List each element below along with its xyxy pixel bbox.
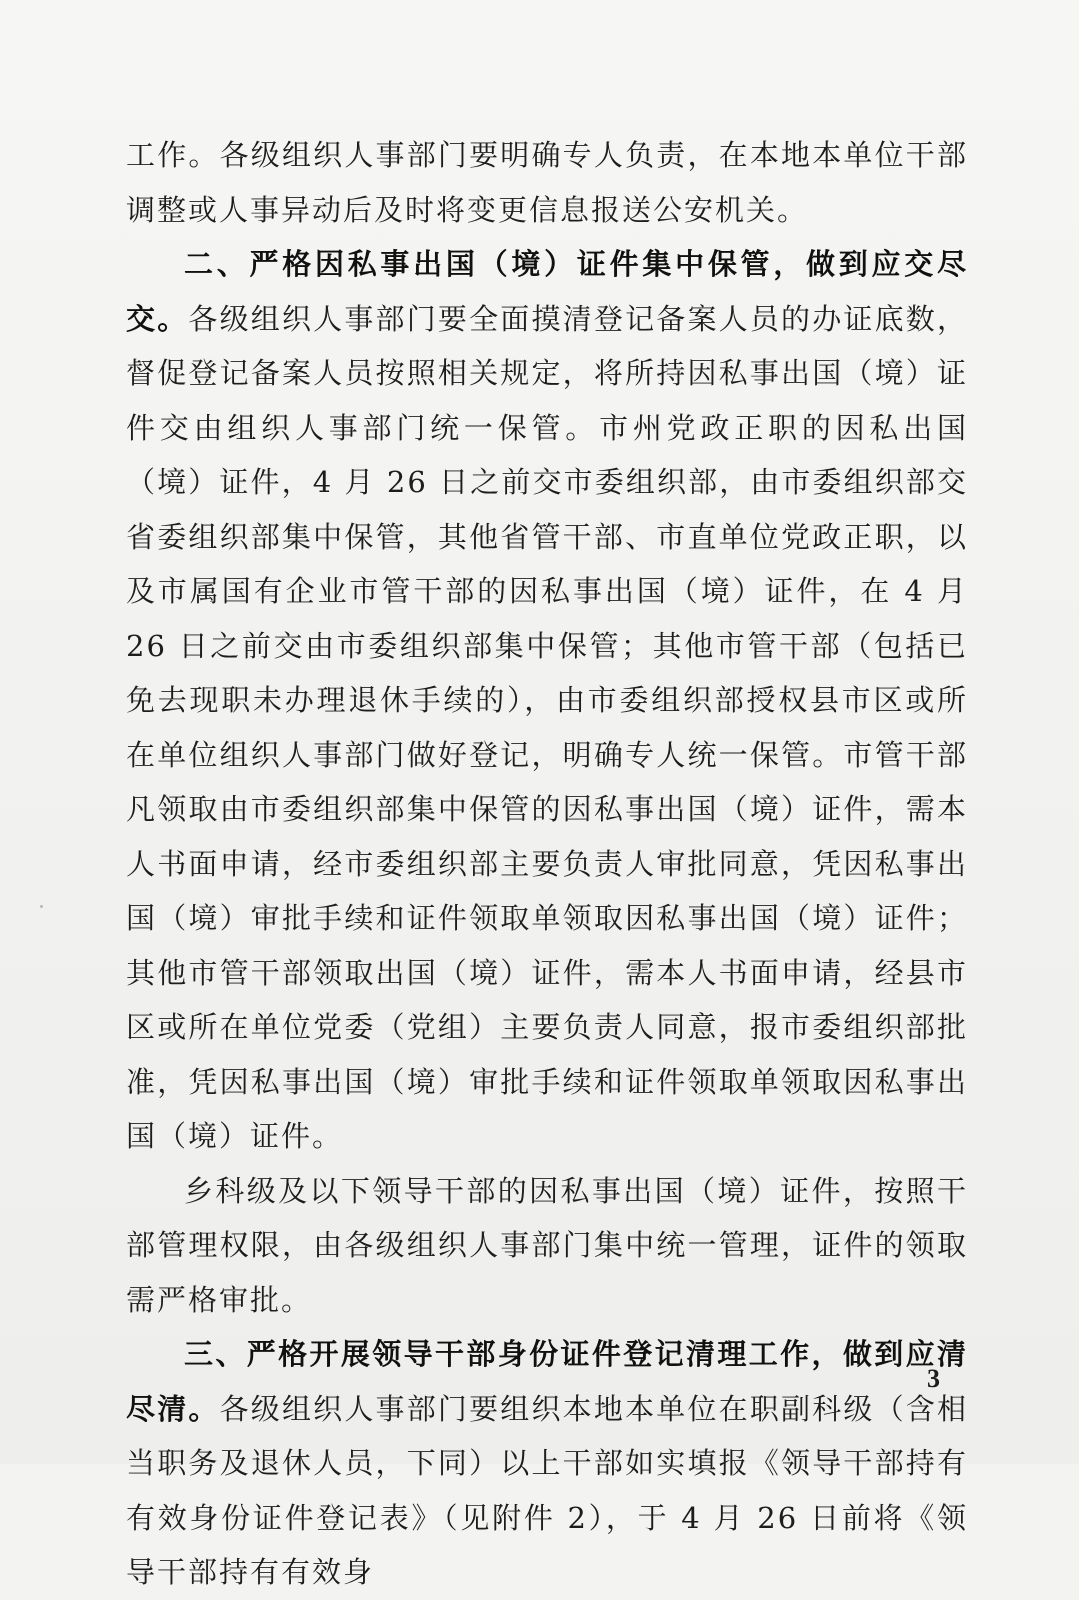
section-two	[126, 237, 968, 1164]
section-three	[126, 1327, 968, 1600]
section-two-body: 各级组织人事部门要全面摸清登记备案人员的办证底数，督促登记备案人员按照相关规定，将所持因私事出国（境）证件交由组织人事部门统一保管。市州党政正职的因私出国（境）证件，4 月 26 日之前交市委组织部，由市委组织部交省委组织部集中保管，其他省管干部、市直单位党政正职，以及市属国有企业市管干部的因私事出国（境）证件，在 4 月 26 日之前交由市委组织部集中保管；其他市管干部（包括已免去现职未办理退休手续的），由市委组织部授权县市区或所在单位组织人事部门做好登记，明确专人统一保管。市管干部凡领取由市委组织部集中保管的因私事出国（境）证件，需本人书面申请，经市委组织部主要负责人审批同意，凭因私事出国（境）审批手续和证件领取单领取因私事出国（境）证件；其他市管干部领取出国（境）证件，需本人书面申请，经县市区或所在单位党委（党组）主要负责人同意，报市委组织部批准，凭因私事出国（境）审批手续和证件领取单领取因私事出国（境）证件。	[126, 301, 968, 1153]
scan-speck	[40, 905, 43, 908]
section-three-body: 各级组织人事部门要组织本地本单位在职副科级（含相当职务及退休人员，下同）以上干部如实填报《领导干部持有有效身份证件登记表》（见附件 2），于 4 月 26 日前将《领导干部持有有效身	[126, 1391, 968, 1589]
document-body	[126, 128, 968, 1600]
page-number: 3	[927, 1364, 940, 1393]
paragraph-township-level: 乡科级及以下领导干部的因私事出国（境）证件，按照干部管理权限，由各级组织人事部门集中统一管理，证件的领取需严格审批。	[126, 1173, 968, 1317]
section-three-heading: 三、严格开展领导干部身份证件登记清理工作，做到应清尽清。	[126, 1337, 968, 1426]
paragraph-continuation: 工作。各级组织人事部门要明确专人负责，在本地本单位干部调整或人事异动后及时将变更信息报送公安机关。	[126, 138, 968, 227]
section-two-heading: 二、严格因私事出国（境）证件集中保管，做到应交尽交。	[126, 247, 968, 336]
